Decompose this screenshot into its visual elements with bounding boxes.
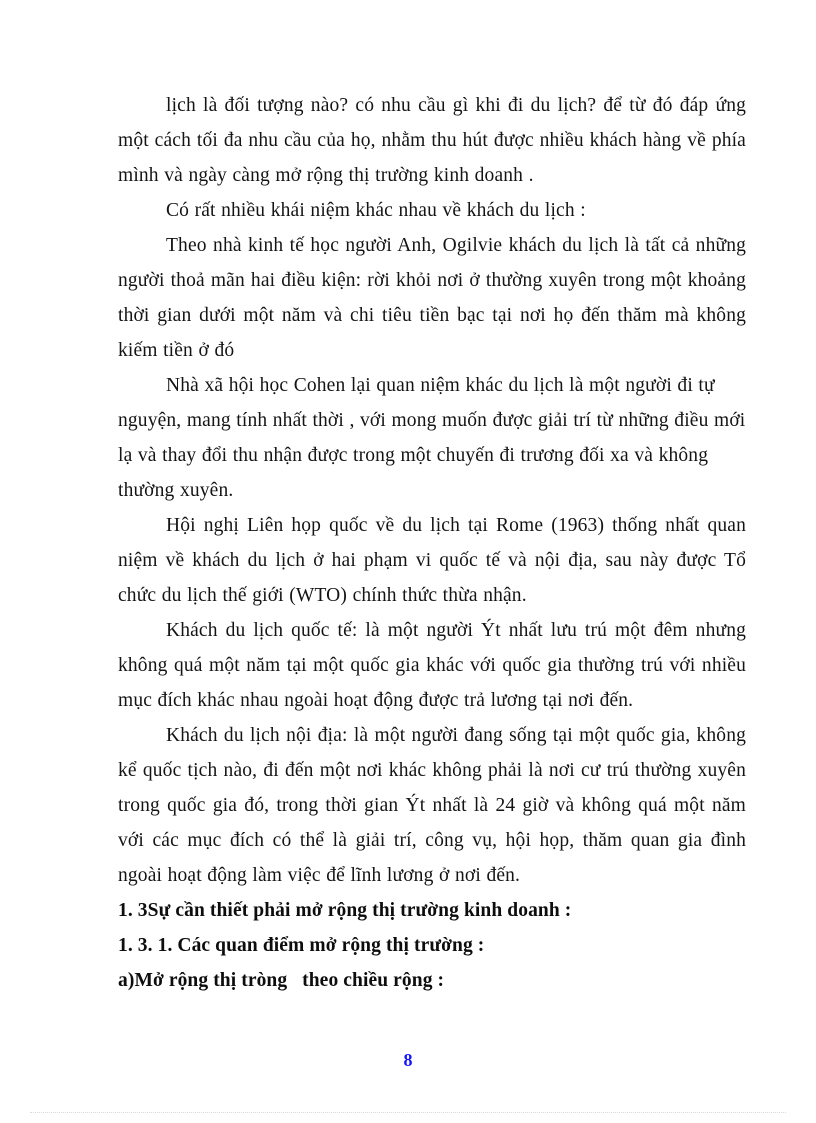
paragraph-4: Nhà xã hội học Cohen lại quan niệm khác du lịch là một người đi tự nguyện, mang tính nhất thời , với mong muốn được giải trí từ những điều mới lạ và thay đổi thu nhận được trong một chuyến đi trương đối xa và không thường xuyên. <box>118 375 746 501</box>
page-number: 8 <box>403 1050 413 1070</box>
paragraph-2: Có rất nhiều khái niệm khác nhau về khách du lịch : <box>166 200 586 221</box>
paragraph-5: Hội nghị Liên họp quốc về du lịch tại Rome (1963) thống nhất quan niệm về khách du lịch ở hai phạm vi quốc tế và nội địa, sau này được Tổ chức du lịch thế giới (WTO) chính thức thừa nhận. <box>118 515 746 606</box>
section-heading-a: a)Mở rộng thị tròng theo chiều rộng : <box>118 970 445 991</box>
section-heading-1-3: 1. 3Sự cần thiết phải mở rộng thị trường kinh doanh : <box>118 900 572 921</box>
section-heading-1-3-1: 1. 3. 1. Các quan điểm mở rộng thị trường : <box>118 935 485 956</box>
document-body <box>118 88 746 998</box>
footer-divider <box>30 1112 786 1114</box>
paragraph-7: Khách du lịch nội địa: là một người đang sống tại một quốc gia, không kể quốc tịch nào, đi đến một nơi khác không phải là nơi cư trú thường xuyên trong quốc gia đó, trong thời gian Ýt nhất là 24 giờ và không quá một năm với các mục đích có thể là giải trí, công vụ, hội họp, thăm quan gia đình ngoài hoạt động làm việc để lĩnh lương ở nơi đến. <box>118 725 746 886</box>
paragraph-6: Khách du lịch quốc tế: là một người Ýt nhất lưu trú một đêm nhưng không quá một năm tại một quốc gia khác với quốc gia thường trú với nhiều mục đích khác nhau ngoài hoạt động được trả lương tại nơi đến. <box>118 620 746 711</box>
paragraph-3: Theo nhà kinh tế học người Anh, Ogilvie khách du lịch là tất cả những người thoả mãn hai điều kiện: rời khỏi nơi ở thường xuyên trong một khoảng thời gian dưới một năm và chi tiêu tiền bạc tại nơi họ đến thăm mà không kiếm tiền ở đó <box>118 235 746 361</box>
paragraph-1: lịch là đối tượng nào? có nhu cầu gì khi đi du lịch? để từ đó đáp ứng một cách tối đa nhu cầu của họ, nhằm thu hút được nhiều khách hàng về phía mình và ngày càng mở rộng thị trường kinh doanh . <box>118 95 746 186</box>
